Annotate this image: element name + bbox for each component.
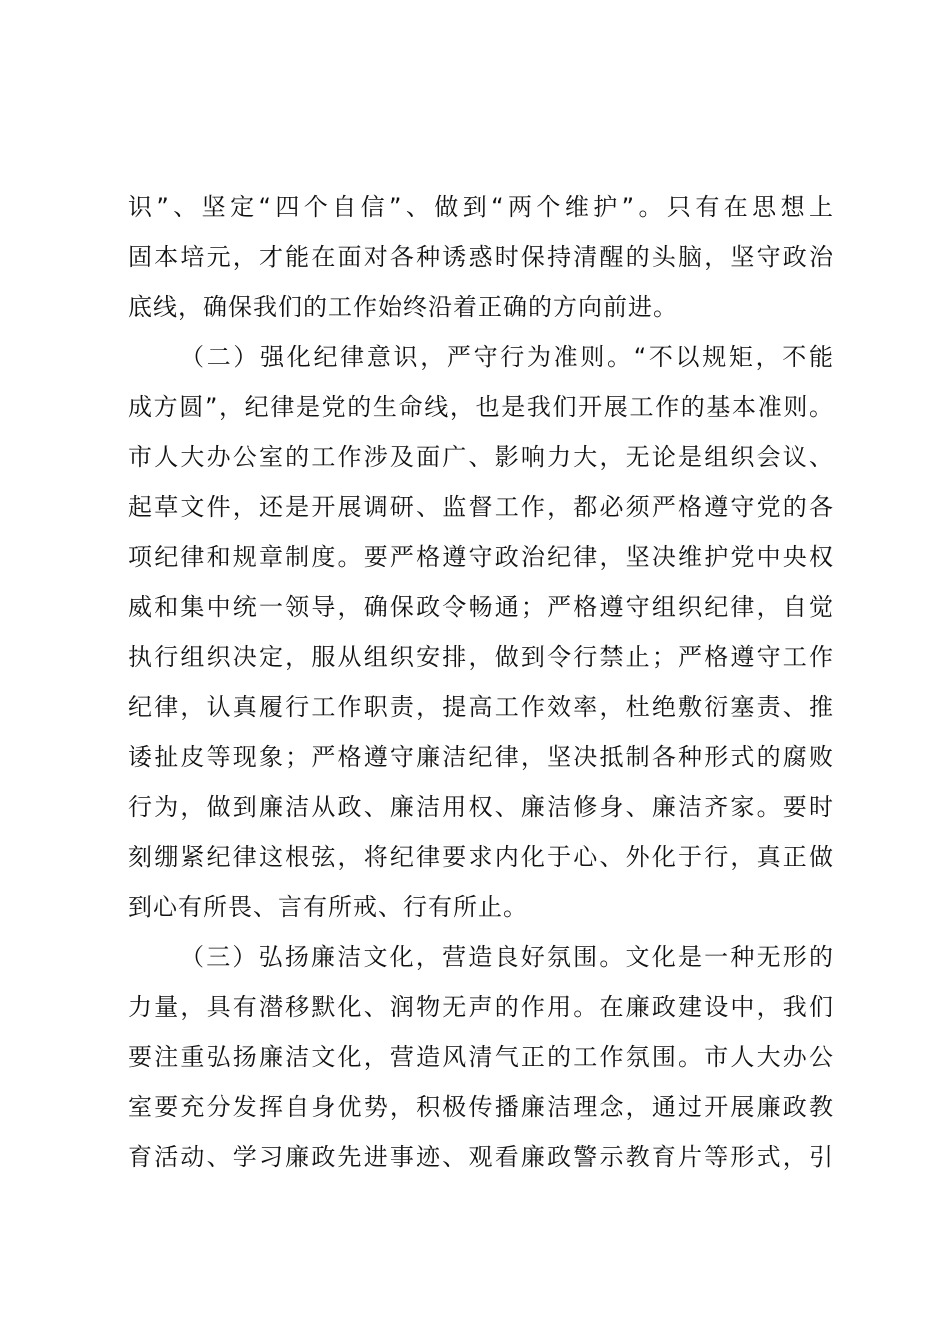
text-line: 市人大办公室的工作涉及面广、影响力大，无论是组织会议、 — [128, 443, 834, 471]
paragraph — [128, 932, 834, 1182]
text-line: 威和集中统一领导，确保政令畅通；严格遵守组织纪律，自觉 — [128, 593, 834, 621]
text-line: 诿扯皮等现象；严格遵守廉洁纪律，坚决抵制各种形式的腐败 — [128, 743, 834, 771]
paragraph — [128, 182, 834, 332]
document-body — [128, 182, 834, 1182]
text-line: 行为，做到廉洁从政、廉洁用权、廉洁修身、廉洁齐家。要时 — [128, 793, 834, 821]
text-line: 刻绷紧纪律这根弦，将纪律要求内化于心、外化于行，真正做 — [128, 843, 834, 871]
text-line: 力量，具有潜移默化、润物无声的作用。在廉政建设中，我们 — [128, 993, 834, 1021]
text-line: 起草文件，还是开展调研、监督工作，都必须严格遵守党的各 — [128, 493, 834, 521]
text-line: 纪律，认真履行工作职责，提高工作效率，杜绝敷衍塞责、推 — [128, 693, 834, 721]
text-line: 要注重弘扬廉洁文化，营造风清气正的工作氛围。市人大办公 — [128, 1043, 834, 1071]
text-line: 到心有所畏、言有所戒、行有所止。 — [128, 893, 528, 921]
text-line: 成方圆”，纪律是党的生命线，也是我们开展工作的基本准则。 — [128, 393, 834, 421]
text-line: 项纪律和规章制度。要严格遵守政治纪律，坚决维护党中央权 — [128, 543, 834, 571]
text-line: 育活动、学习廉政先进事迹、观看廉政警示教育片等形式，引 — [128, 1143, 834, 1171]
text-line: 识”、坚定“四个自信”、做到“两个维护”。只有在思想上 — [128, 193, 834, 221]
text-line: 固本培元，才能在面对各种诱惑时保持清醒的头脑，坚守政治 — [128, 243, 834, 271]
text-line: （三）弘扬廉洁文化，营造良好氛围。文化是一种无形的 — [180, 943, 834, 971]
text-line: 室要充分发挥自身优势，积极传播廉洁理念，通过开展廉政教 — [128, 1093, 834, 1121]
text-line: 底线，确保我们的工作始终沿着正确的方向前进。 — [128, 293, 678, 321]
paragraph — [128, 332, 834, 932]
text-line: 执行组织决定，服从组织安排，做到令行禁止；严格遵守工作 — [128, 643, 834, 671]
text-line: （二）强化纪律意识，严守行为准则。“不以规矩，不能 — [180, 343, 834, 371]
